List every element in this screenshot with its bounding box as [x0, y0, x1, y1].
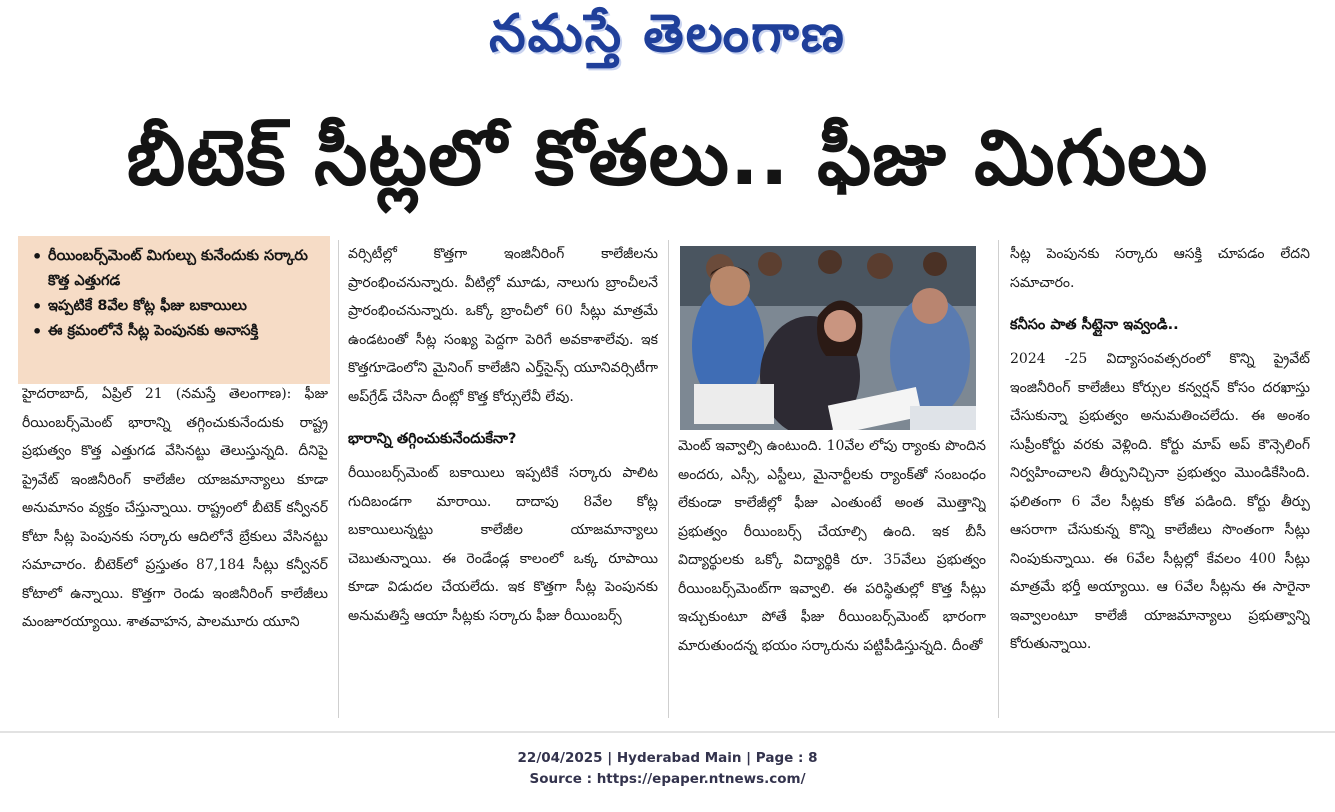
students-exam-photo	[680, 246, 976, 430]
column-divider	[668, 240, 669, 718]
body-text: సీట్ల పెంపునకు సర్కారు ఆసక్తి చూపడం లేదని సమాచారం.	[1010, 246, 1310, 291]
column-divider	[998, 240, 999, 718]
highlight-item: • ఇప్పటికే 8వేల కోట్ల ఫీజు బకాయిలు	[28, 294, 320, 319]
article-headline: బీటెక్ సీట్లలో కోతలు.. ఫీజు మిగులు	[126, 113, 1209, 202]
section-subhead: కనీసం పాత సీట్లైనా ఇవ్వండి..	[1010, 317, 1179, 333]
body-text: 2024 -25 విద్యాసంవత్సరంలో కొన్ని ప్రైవేట్ ఇంజినీరింగ్ కాలేజీలు కోర్సుల కన్వర్షన్ కోసం దరఖాస్తు చేసుకున్నా ప్రభుత్వం అనుమతించలేదు. ఈ అంశం సుప్రీంకోర్టు వరకు వెళ్లింది. కోర్టు మాప్ అప్ కౌన్సెలింగ్ నిర్వహించాలని తీర్పునిచ్చినా ప్రభుత్వం మొండికేసింది. ఫలితంగా 6 వేల సీట్లకు కోత పడింది. కోర్టు తీర్పు ఆసరాగా చేసుకున్న కొన్ని కాలేజీలు సొంతంగా సీట్లు నింపుకున్నాయి. ఈ 6వేల సీట్లల్లో కేవలం 400 సీట్లు మాత్రమే భర్తీ అయ్యాయి. ఆ 6వేల సీట్లను ఈ సారైనా ఇవ్వాలంటూ కాలేజీ యాజమాన్యాలు ప్రభుత్వాన్ని కోరుతున్నాయి.	[1010, 351, 1310, 652]
edition-info: 22/04/2025 | Hyderabad Main | Page : 8	[517, 750, 818, 766]
highlight-item: • ఈ క్రమంలోనే సీట్ల పెంపునకు అనాసక్తి	[28, 319, 320, 344]
newspaper-masthead	[0, 4, 1335, 82]
article-column-3	[678, 432, 986, 722]
footer-rule	[0, 731, 1335, 733]
body-text: మెంట్ ఇవ్వాల్సి ఉంటుంది. 10వేల లోపు ర్యాంకు పొందిన అందరు, ఎస్సీ, ఎస్టీలు, మైనార్టీలకు ర్యాంక్‌తో సంబంధం లేకుండా కాలేజీల్లో ఫీజు ఎంతుంటే అంత మొత్తాన్ని ప్రభుత్వం రీయింబర్స్ చేయాల్సి ఉంది. ఇక బీసీ విద్యార్థులకు ఒక్కో విద్యార్థికి రూ. 35వేలు ప్రభుత్వం రీయింబర్స్‌మెంట్‌గా ఇవ్వాలి. ఈ పరిస్థితుల్లో కొత్త సీట్లు ఇచ్చుకుంటూ పోతే ఫీజు రీయింబర్స్‌మెంట్ భారంగా మారుతుందన్న భయం సర్కారును పట్టిపీడిస్తున్నది. దీంతో	[678, 438, 986, 654]
highlights-box	[18, 236, 330, 384]
article-column-2	[348, 240, 658, 720]
column-divider	[338, 240, 339, 718]
article-column-4	[1010, 240, 1310, 720]
page-footer	[0, 748, 1335, 790]
highlight-item: • రీయింబర్స్‌మెంట్ మిగుల్చు కునేందుకు సర్కారు కొత్త ఎత్తుగడ	[28, 244, 320, 294]
body-text: రీయింబర్స్‌మెంట్ బకాయిలు ఇప్పటికే సర్కారు పాలిట గుదిబండగా మారాయి. దాదాపు 8వేల కోట్ల బకాయిలున్నట్టు కాలేజీల యాజమాన్యాలు చెబుతున్నాయి. ఈ రెండేండ్ల కాలంలో ఒక్క రూపాయి కూడా విడుదల చేయలేదు. ఇక కొత్తగా సీట్ల పెంపునకు అనుమతిస్తే ఆయా సీట్లకు సర్కారు ఫీజు రీయింబర్స్	[348, 465, 658, 624]
article-column-1	[22, 380, 328, 720]
body-text: హైదరాబాద్, ఏప్రిల్ 21 (నమస్తే తెలంగాణ): ఫీజు రీయింబర్స్‌మెంట్ భారాన్ని తగ్గించుకునేందుకు రాష్ట్ర ప్రభుత్వం కొత్త ఎత్తుగడ వేసినట్టు తెలుస్తున్నది. దీనిపై ప్రైవేట్ ఇంజినీరింగ్ కాలేజీల యాజమాన్యాలు కూడా అనుమానం వ్యక్తం చేస్తున్నాయి. రాష్ట్రంలో బీటెక్ కన్వీనర్ కోటా సీట్ల పెంపునకు సర్కారు ఆదిలోనే బ్రేకులు వేసినట్టు సమాచారం. బీటెక్‌లో ప్రస్తుతం 87,184 సీట్లు కన్వీనర్ కోటాలో ఉన్నాయి. కొత్తగా రెండు ఇంజినీరింగ్ కాలేజీలు మంజూరయ్యాయి. శాతవాహన, పాలమూరు యూని	[22, 386, 328, 630]
section-subhead: భారాన్ని తగ్గించుకునేందుకేనా?	[348, 431, 517, 447]
masthead-title: నమస్తే తెలంగాణ	[489, 4, 846, 64]
source-link[interactable]: Source : https://epaper.ntnews.com/	[529, 771, 806, 787]
body-text: వర్సిటీల్లో కొత్తగా ఇంజినీరింగ్ కాలేజీలను ప్రారంభించనున్నారు. వీటిల్లో మూడు, నాలుగు బ్రాంచీలనే ప్రారంభించనున్నారు. ఒక్కో బ్రాంచీలో 60 సీట్లు మాత్రమే ఉండటంతో సీట్ల సంఖ్య పెద్దగా పెరిగే అవకాశాలేవు. ఇక కొత్తగూడెంలోని మైనింగ్ కాలేజీని ఎర్త్‌సైన్స్ యూనివర్సిటీగా అప్‌గ్రేడ్ చేసినా దీంట్లో కొత్త కోర్సులేవీ లేవు.	[348, 246, 658, 405]
